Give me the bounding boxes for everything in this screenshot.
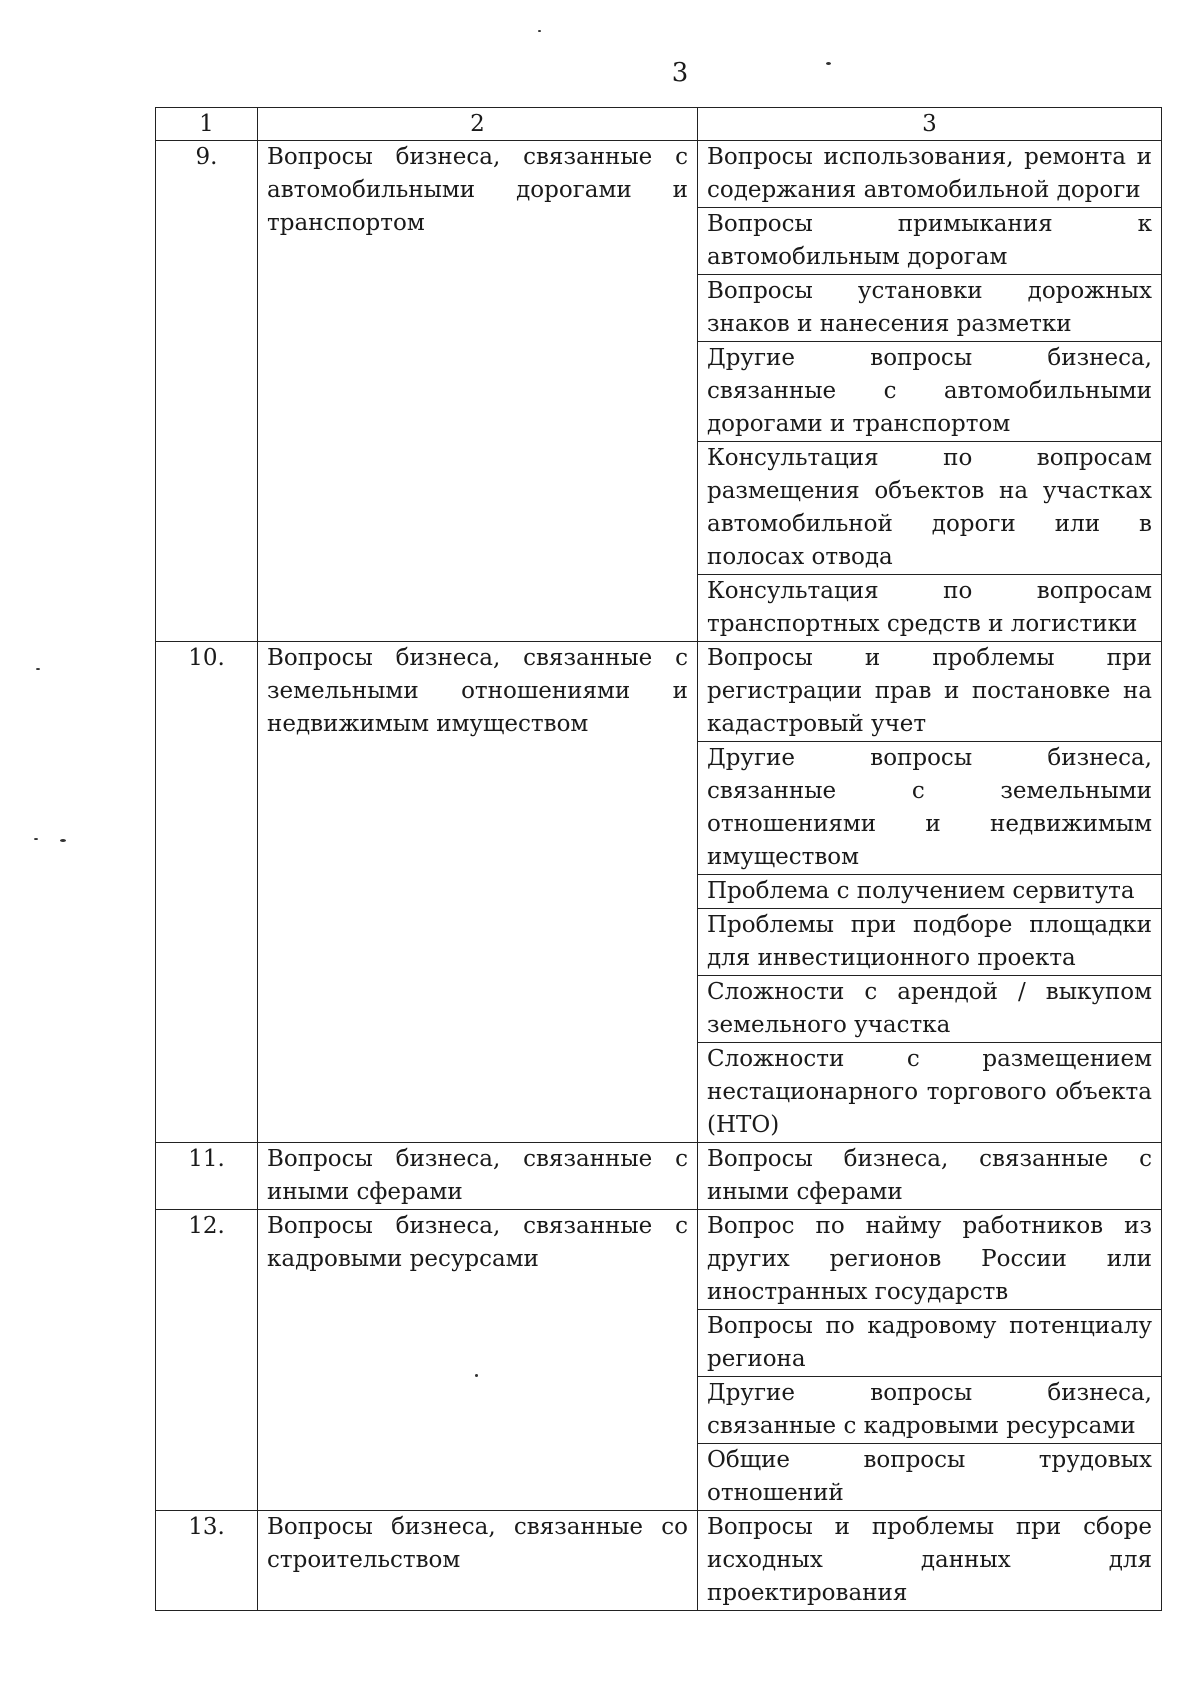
row-topic: Вопросы бизнеса, связанные с автомобильными дорогами и транспортом: [258, 141, 698, 642]
row-number: 12.: [156, 1210, 258, 1511]
subtopic-cell: Вопрос по найму работников из других регионов России или иностранных государств: [698, 1210, 1162, 1310]
header-col-1: 1: [156, 108, 258, 141]
subtopic-cell: Сложности с арендой / выкупом земельного участка: [698, 976, 1162, 1043]
subtopic-cell: Проблема с получением сервитута: [698, 875, 1162, 909]
row-number: 9.: [156, 141, 258, 642]
table-row: [156, 1143, 1162, 1210]
subtopic-cell: Вопросы бизнеса, связанные с иными сферами: [698, 1143, 1162, 1210]
subtopic-cell: Сложности с размещением нестационарного торгового объекта (НТО): [698, 1043, 1162, 1143]
subtopic-cell: Консультация по вопросам транспортных средств и логистики: [698, 575, 1162, 642]
scan-speck: [826, 62, 831, 65]
table-row: [156, 1511, 1162, 1611]
subtopic-cell: Вопросы установки дорожных знаков и нанесения разметки: [698, 275, 1162, 342]
subtopic-cell: Вопросы примыкания к автомобильным дорогам: [698, 208, 1162, 275]
row-topic: Вопросы бизнеса, связанные с земельными отношениями и недвижимым имуществом: [258, 642, 698, 1143]
subtopic-cell: Вопросы по кадровому потенциалу региона: [698, 1310, 1162, 1377]
subtopic-cell: Вопросы и проблемы при сборе исходных данных для проектирования: [698, 1511, 1162, 1611]
subtopic-cell: Другие вопросы бизнеса, связанные с кадровыми ресурсами: [698, 1377, 1162, 1444]
scan-speck: [475, 1374, 478, 1377]
subtopic-cell: Консультация по вопросам размещения объектов на участках автомобильной дороги или в полосах отвода: [698, 442, 1162, 575]
row-number: 10.: [156, 642, 258, 1143]
subtopic-cell: Общие вопросы трудовых отношений: [698, 1444, 1162, 1511]
row-topic: Вопросы бизнеса, связанные с иными сферами: [258, 1143, 698, 1210]
header-row: [156, 108, 1162, 141]
scan-speck: [60, 839, 66, 842]
row-number: 11.: [156, 1143, 258, 1210]
table-header: [156, 108, 1162, 141]
page-number-text: 3: [671, 58, 689, 88]
table-row: [156, 642, 1162, 742]
scan-speck: [36, 668, 40, 670]
page-number: [0, 58, 1200, 88]
row-number: 13.: [156, 1511, 258, 1611]
subtopic-cell: Проблемы при подборе площадки для инвестиционного проекта: [698, 909, 1162, 976]
row-topic: Вопросы бизнеса, связанные с кадровыми ресурсами: [258, 1210, 698, 1511]
subtopic-cell: Другие вопросы бизнеса, связанные с земельными отношениями и недвижимым имуществом: [698, 742, 1162, 875]
header-col-3: 3: [698, 108, 1162, 141]
row-topic: Вопросы бизнеса, связанные со строительством: [258, 1511, 698, 1611]
subtopic-cell: Вопросы и проблемы при регистрации прав и постановке на кадастровый учет: [698, 642, 1162, 742]
subtopic-cell: Другие вопросы бизнеса, связанные с автомобильными дорогами и транспортом: [698, 342, 1162, 442]
topics-table: [155, 107, 1162, 1611]
table-row: [156, 1210, 1162, 1310]
scan-speck: [34, 838, 38, 840]
subtopic-cell: Вопросы использования, ремонта и содержания автомобильной дороги: [698, 141, 1162, 208]
table-body: [156, 141, 1162, 1611]
scan-speck: [538, 30, 541, 32]
header-col-2: 2: [258, 108, 698, 141]
table-row: [156, 141, 1162, 208]
